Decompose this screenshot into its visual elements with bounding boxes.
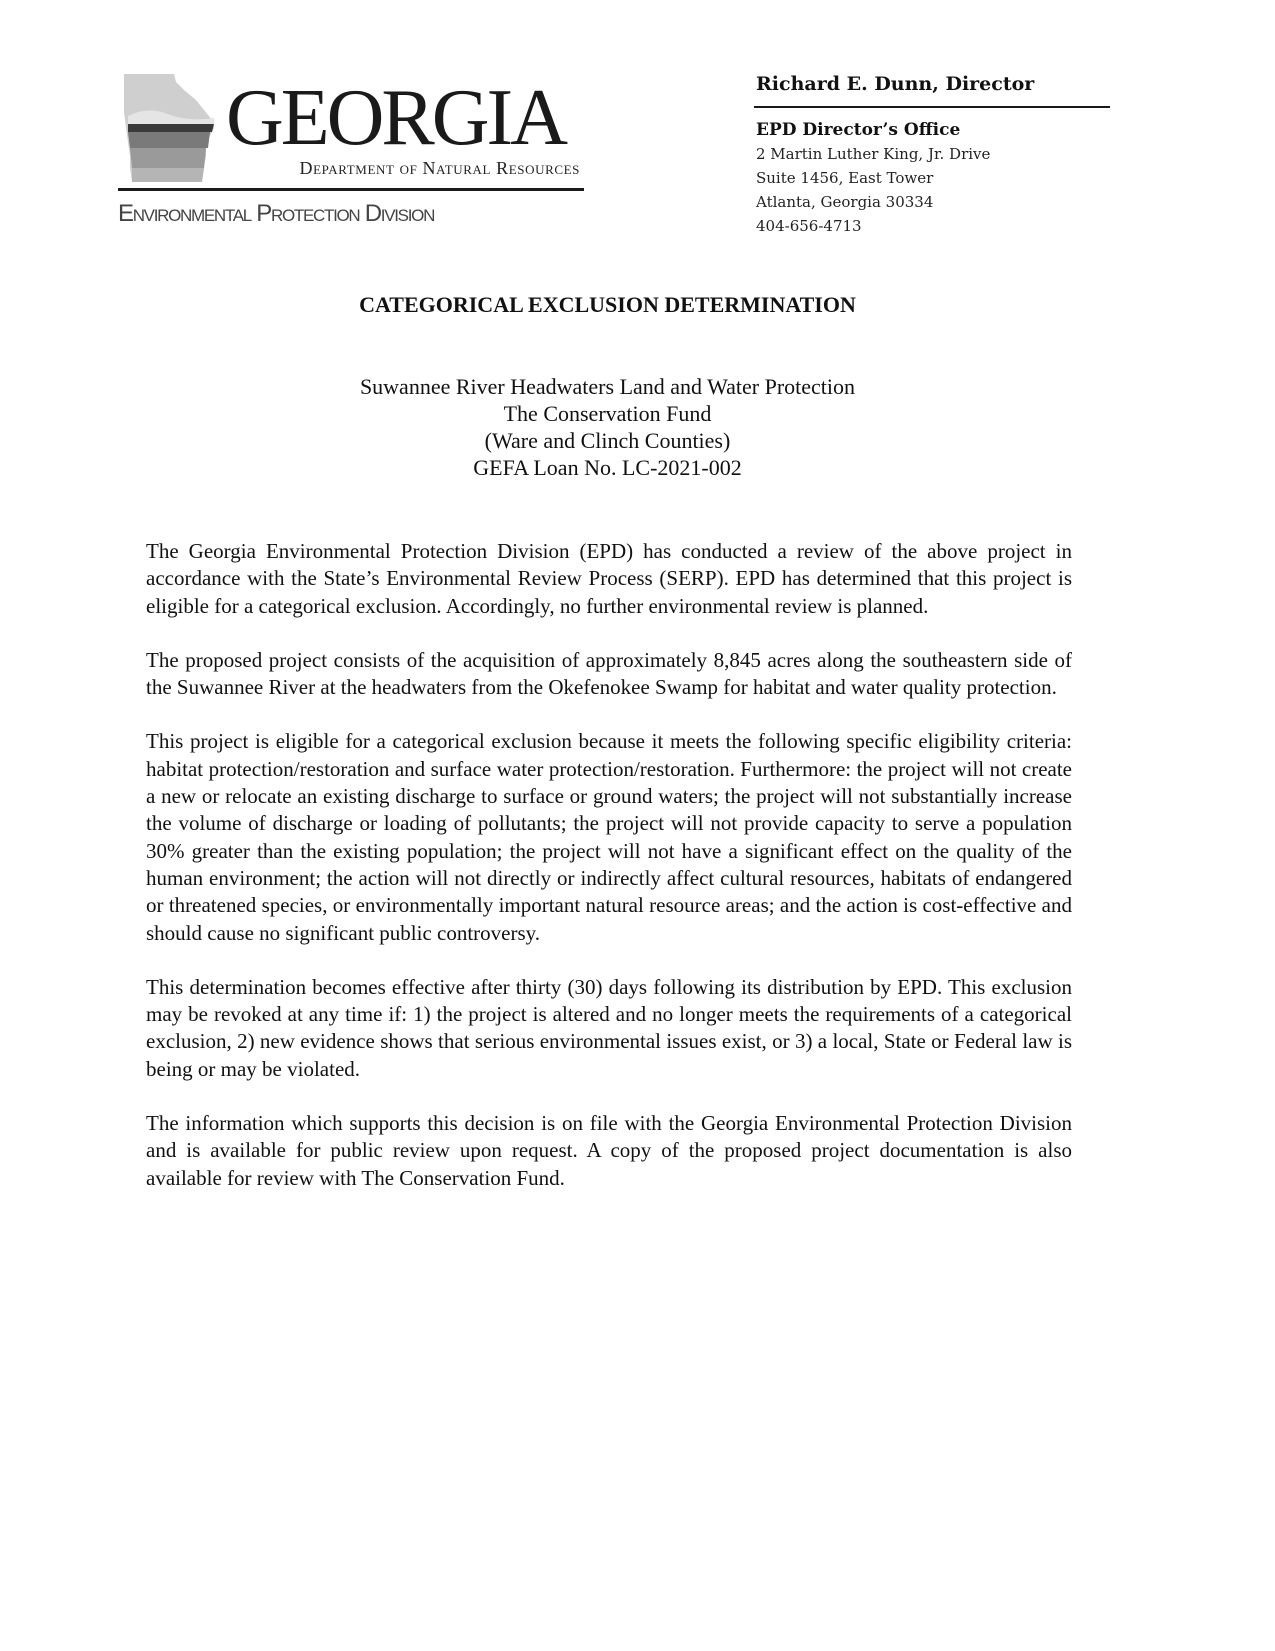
document-body xyxy=(146,538,1072,1219)
director-divider xyxy=(754,106,1110,108)
phone-number: 404-656-4713 xyxy=(756,217,862,235)
body-paragraph: The information which supports this decision is on file with the Georgia Environmental Protection Division and is available for public review upon request. A copy of the proposed project documentation is also available for review with The Conservation Fund. xyxy=(146,1111,1072,1190)
project-info xyxy=(0,373,1215,481)
address-line: Suite 1456, East Tower xyxy=(756,169,934,187)
georgia-state-map-icon xyxy=(118,72,228,188)
logo-division-name: Environmental Protection Division xyxy=(118,200,435,227)
address-line: 2 Martin Luther King, Jr. Drive xyxy=(756,145,991,163)
director-contact-block xyxy=(756,72,1108,238)
loan-number: GEFA Loan No. LC-2021-002 xyxy=(473,455,742,480)
body-paragraph: The Georgia Environmental Protection Division (EPD) has conducted a review of the above project in accordance with the State’s Environmental Review Process (SERP). EPD has determined that this project is eligible for a categorical exclusion. Accordingly, no further environmental review is planned. xyxy=(146,539,1072,618)
project-name: Suwannee River Headwaters Land and Water Protection xyxy=(359,374,856,399)
director-name: Richard E. Dunn, Director xyxy=(756,73,1035,95)
document-title: CATEGORICAL EXCLUSION DETERMINATION xyxy=(359,292,856,317)
office-title: EPD Director’s Office xyxy=(756,120,961,140)
logo-department-name: Department of Natural Resources xyxy=(299,158,580,178)
project-counties: (Ware and Clinch Counties) xyxy=(484,428,731,453)
body-paragraph: This determination becomes effective after thirty (30) days following its distribution by EPD. This exclusion may be revoked at any time if: 1) the project is altered and no longer meets the requirements of a categorical exclusion, 2) new evidence shows that serious environmental issues exist, or 3) a local, State or Federal law is being or may be violated. xyxy=(146,974,1072,1081)
project-sponsor: The Conservation Fund xyxy=(503,401,712,426)
body-paragraph: The proposed project consists of the acquisition of approximately 8,845 acres along the southeastern side of the Suwannee River at the headwaters from the Okefenokee Swamp for habitat and water quality protection. xyxy=(146,647,1072,700)
georgia-dnr-logo xyxy=(118,72,588,242)
logo-wordmark: GEORGIA xyxy=(226,74,565,162)
logo-divider xyxy=(118,188,584,191)
body-paragraph: This project is eligible for a categorical exclusion because it meets the following specific eligibility criteria: habitat protection/restoration and surface water protection/restoration. Furthermore: the project will not create a new or relocate an existing discharge to surface or ground waters; the project will not substantially increase the volume of discharge or loading of pollutants; the project will not provide capacity to serve a population 30% greater than the existing population; the project will not have a significant effect on the quality of the human environment; the action will not directly or indirectly affect cultural resources, habitats of endangered or threatened species, or environmentally important natural resource areas; and the action is cost-effective and should cause no significant public controversy. xyxy=(146,729,1072,945)
address-line: Atlanta, Georgia 30334 xyxy=(756,193,934,211)
